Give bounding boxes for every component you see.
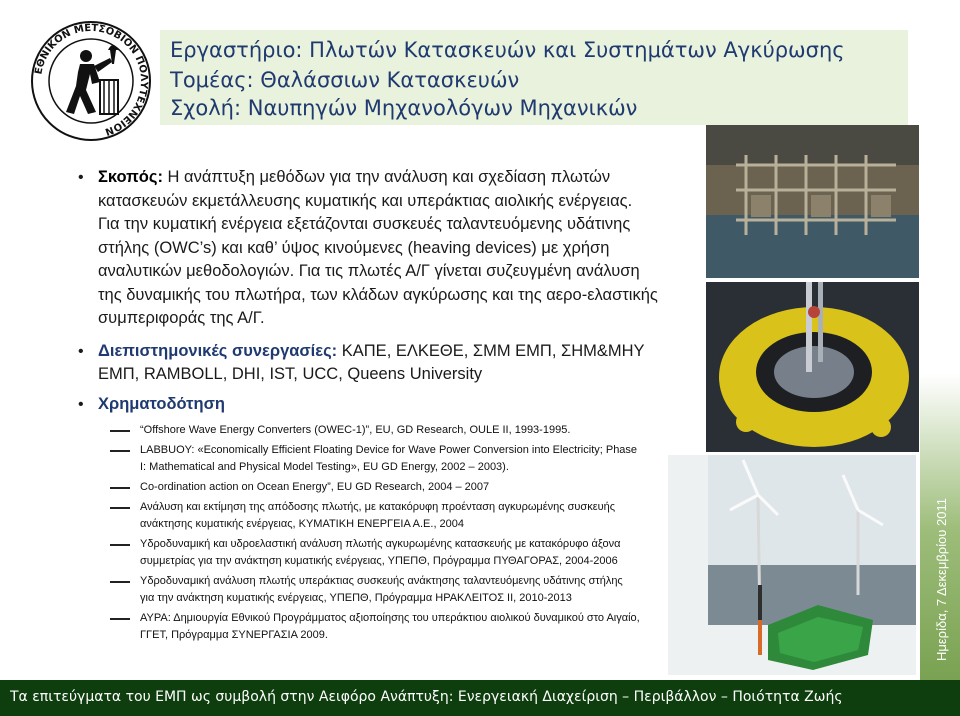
ntua-logo — [30, 20, 152, 142]
bullet-head: Χρηματοδότηση — [98, 394, 225, 413]
bullet-purpose — [98, 166, 658, 331]
school-title: Σχολή: Ναυπηγών Μηχανολόγων Μηχανικών — [170, 96, 638, 120]
funding-list — [140, 422, 640, 647]
wind-turbines-photo — [668, 455, 916, 675]
bullet-list — [98, 166, 658, 416]
lab-title: Εργαστήριο: Πλωτών Κατασκευών και Συστημάτων Αγκύρωσης — [170, 38, 845, 62]
funding-item: Co-ordination action on Ocean Energy”, EU GD Research, 2004 – 2007 — [140, 479, 640, 496]
funding-item: LABBUOY: «Economically Efficient Floating Device for Wave Power Conversion into Electricity; Phase I: Mathematical and Physical Model Testing», EU GD Energy, 2002 – 2003). — [140, 442, 640, 476]
funding-item: Ανάλυση και εκτίμηση της απόδοσης πλωτής, με κατακόρυφη προένταση αγκυρωμένης συσκευής ανάκτησης κυματικής ενέργειας, ΚΥΜΑΤΙΚΗ ΕΝΕΡΓΕΙΑ Α.Ε., 2004 — [140, 499, 640, 533]
bullet-text: Η ανάπτυξη μεθόδων για την ανάλυση και σχεδίαση πλωτών κατασκευών εκμετάλλευσης κυματικής και υπεράκτιας αιολικής ενέργειας. Για την κυματική ενέργεια εξετάζονται συσκευές ταλαντευόμενης υδάτινης στήλης (OWC’s) και καθ’ ύψος κινούμενες (heaving devices) με χρήση αναλυτικών μεθοδολογιών. Για τις πλωτές Α/Γ γίνεται συζευγμένη ανάλυση της δυναμικής του πλωτήρα, των κλάδων αγκύρωσης και της αερο-ελαστικής συμπεριφοράς της Α/Γ. — [98, 168, 658, 327]
funding-item: ΑΥΡΑ: Δημιουργία Εθνικού Προγράμματος αξιοποίησης του υπεράκτιου αιολικού δυναμικού στο Αιγαίο, ΓΓΕΤ, Πρόγραμμα ΣΥΝΕΡΓΑΣΙΑ 2009. — [140, 610, 640, 644]
bullet-head: Σκοπός: — [98, 168, 163, 186]
sector-title: Τομέας: Θαλάσσιων Κατασκευών — [170, 68, 520, 92]
wave-tank-photo — [706, 125, 919, 278]
bullet-text: ΚΑΠΕ, ΕΛΚΕΘΕ, ΣΜΜ ΕΜΠ, ΣΗΜ&ΜΗΥ ΕΜΠ, RAMBOLL, DHI, IST, UCC, Queens University — [98, 341, 645, 383]
side-banner-label — [921, 465, 959, 665]
bullet-head: Διεπιστημονικές συνεργασίες: — [98, 341, 338, 360]
footer-text: Τα επιτεύγματα του ΕΜΠ ως συμβολή στην Αειφόρο Ανάπτυξη: Ενεργειακή Διαχείριση – Περιβάλλον – Ποιότητα Ζωής — [10, 689, 843, 705]
funding-item: Υδροδυναμική ανάλυση πλωτής υπεράκτιας συσκευής ανάκτησης ταλαντευόμενης υδάτινης στήλης για την ανάκτηση κυματικής ενέργειας, ΥΠΕΠΘ, Πρόγραμμα ΗΡΑΚΛΕΙΤΟΣ ΙΙ, 2010-2013 — [140, 573, 640, 607]
title-box — [160, 30, 908, 125]
footer-bar — [0, 680, 960, 716]
bullet-collaborations — [98, 340, 658, 387]
side-label-text: Ημερίδα, 7 Δεκεμβρίου 2011 — [934, 498, 949, 661]
bullet-funding — [98, 393, 658, 417]
funding-item: Υδροδυναμική και υδροελαστική ανάλυση πλωτής αγκυρωμένης κατασκευής με κατακόρυφο άξονα συμμετρίας για την ανάκτηση κυματικής ενέργειας, ΥΠΕΠΘ, Πρόγραμμα ΠΥΘΑΓΟΡΑΣ, 2004-2006 — [140, 536, 640, 570]
funding-item: “Offshore Wave Energy Converters (OWEC-1)”, EU, GD Research, OULE II, 1993-1995. — [140, 422, 640, 439]
buoy-photo — [706, 282, 919, 452]
svg-text:ΕΘΝΙΚΟΝ ΜΕΤΣΟΒΙΟΝ ΠΟΛΥΤΕΧΝΕΙΟΝ: ΕΘΝΙΚΟΝ ΜΕΤΣΟΒΙΟΝ ΠΟΛΥΤΕΧΝΕΙΟΝ — [33, 22, 150, 137]
